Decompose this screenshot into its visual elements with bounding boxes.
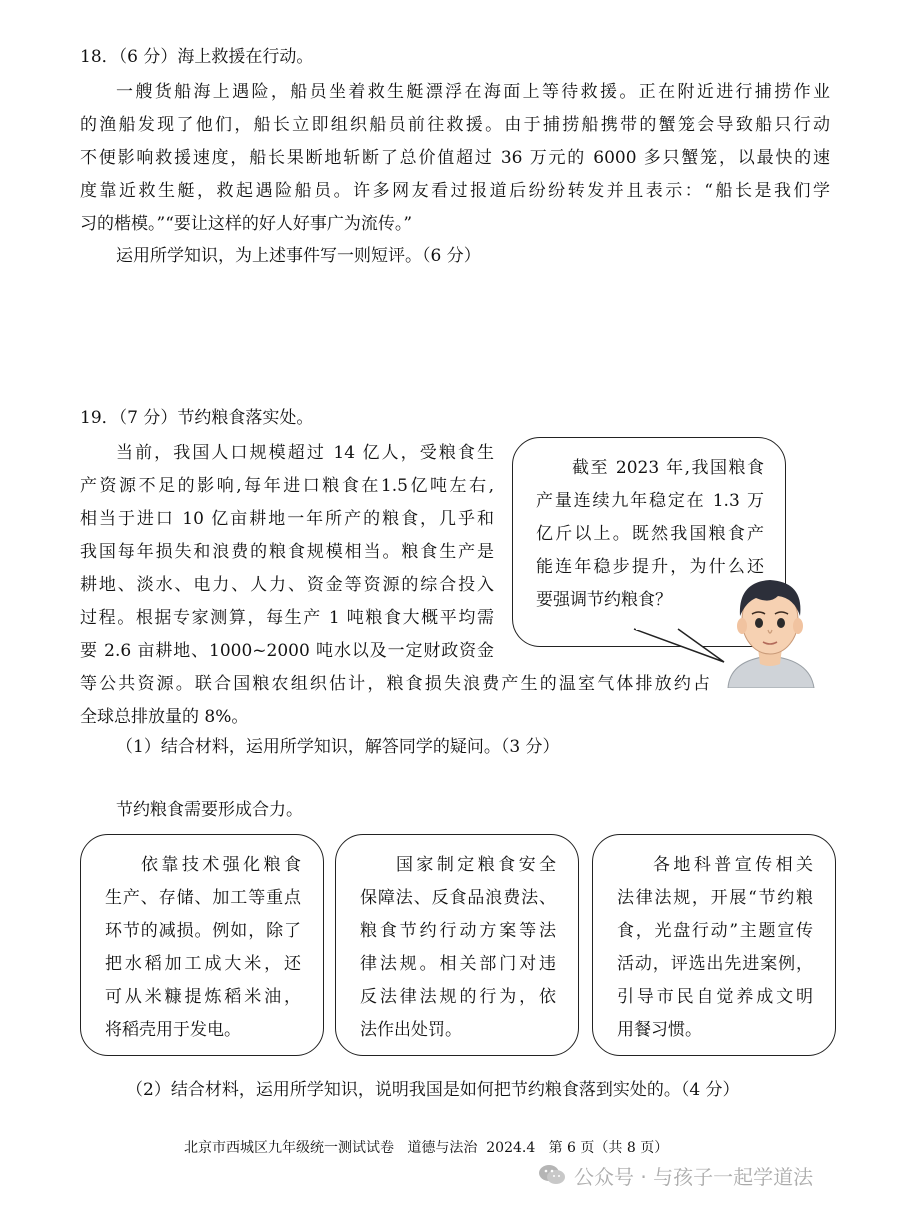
q19-material-line-4: 我国每年损失和浪费的粮食规模相当。粮食生产是 [80,542,494,562]
box1-line-6: 将稻壳用于发电。 [105,1020,241,1040]
box3-line-5: 引导市民自觉养成文明 [617,987,813,1007]
q19-material-line-1: 当前，我国人口规模超过 14 亿人，受粮食生 [116,443,494,463]
q19-material-line-6: 过程。根据专家测算，每生产 1 吨粮食大概平均需 [80,608,494,628]
q18-line-2: 的渔船发现了他们，船长立即组织船员前往救援。由于捕捞船携带的蟹笼会导致船只行动 [80,115,830,135]
box1-line-3: 环节的减损。例如，除了 [105,921,301,941]
box2-line-6: 法作出处罚。 [360,1020,462,1040]
measure-box-publicity [592,834,836,1056]
box2-line-4: 律法规。相关部门对违 [360,954,556,974]
bubble-line-1: 截至 2023 年,我国粮食 [572,458,764,478]
measure-box-law [335,834,579,1056]
box3-line-4: 活动，评选出先进案例， [617,954,813,974]
q18-task: 运用所学知识，为上述事件写一则短评。（6 分） [116,246,481,266]
box2-line-1: 国家制定粮食安全 [396,855,556,875]
q19-heading: 19．（7 分）节约粮食落实处。 [80,408,314,428]
q19-material-line-7: 要 2.6 亩耕地、1000~2000 吨水以及一定财政资金 [80,641,494,661]
q19-material-tail [80,668,710,734]
measure-box-technology [80,834,324,1056]
q19-intro2: 节约粮食需要形成合力。 [116,800,303,820]
q19-material-line-5: 耕地、淡水、电力、人力、资金等资源的综合投入 [80,575,494,595]
speech-bubble-tail [634,626,730,666]
box1-line-5: 可从米糠提炼稻米油， [105,987,301,1007]
q18-material [80,76,830,241]
bubble-line-3: 亿斤以上。既然我国粮食产 [536,524,764,544]
bubble-line-4: 能连年稳步提升，为什么还 [536,557,764,577]
q19-sub1: （1）结合材料，运用所学知识，解答同学的疑问。（3 分） [116,737,560,757]
q19-material [80,437,494,668]
box3-line-1: 各地科普宣传相关 [653,855,813,875]
bubble-line-5: 要强调节约粮食？ [536,590,672,610]
watermark [538,1160,813,1190]
box3-line-3: 食，光盘行动”主题宣传 [617,921,813,941]
measure-box-law-text [360,849,556,1047]
wechat-icon [538,1163,566,1187]
q18-line-3: 不便影响救援速度，船长果断地斩断了总价值超过 36 万元的 6000 多只蟹笼，以最快的速 [80,148,830,168]
watermark-text: 公众号 · 与孩子一起学道法 [574,1164,814,1189]
box2-line-3: 粮食节约行动方案等法 [360,921,556,941]
box3-line-2: 法律法规，开展“节约粮 [617,888,813,908]
measure-box-technology-text [105,849,301,1047]
box1-line-2: 生产、存储、加工等重点 [105,888,301,908]
box2-line-5: 反法律法规的行为，依 [360,987,556,1007]
q19-sub2: （2）结合材料，运用所学知识，说明我国是如何把节约粮食落到实处的。（4 分） [126,1080,740,1100]
q18-heading: 18．（6 分）海上救援在行动。 [80,47,314,67]
measure-box-publicity-text [617,849,813,1047]
q18-line-4: 度靠近救生艇，救起遇险船员。许多网友看过报道后纷纷转发并且表示：“船长是我们学 [80,181,830,201]
box3-line-6: 用餐习惯。 [617,1020,702,1040]
box2-line-2: 保障法、反食品浪费法、 [360,888,556,908]
q18-line-5: 习的楷模。”“要让这样的好人好事广为流传。” [80,214,413,234]
student-boy-illustration [720,568,820,688]
bubble-line-2: 产量连续九年稳定在 1.3 万 [536,491,764,511]
q19-material-tail-2: 全球总排放量的 8%。 [80,707,249,727]
q19-material-line-2: 产资源不足的影响,每年进口粮食在1.5亿吨左右, [80,476,494,496]
q18-line-1: 一艘货船海上遇险，船员坐着救生艇漂浮在海面上等待救援。正在附近进行捕捞作业 [116,82,830,102]
box1-line-4: 把水稻加工成大米，还 [105,954,301,974]
page-footer: 北京市西城区九年级统一测试试卷 道德与法治 2024.4 第 6 页（共 8 页） [184,1140,669,1156]
box1-line-1: 依靠技术强化粮食 [141,855,301,875]
q19-material-line-3: 相当于进口 10 亿亩耕地一年所产的粮食，几乎和 [80,509,494,529]
q19-material-tail-1: 等公共资源。联合国粮农组织估计，粮食损失浪费产生的温室气体排放约占 [80,674,710,694]
